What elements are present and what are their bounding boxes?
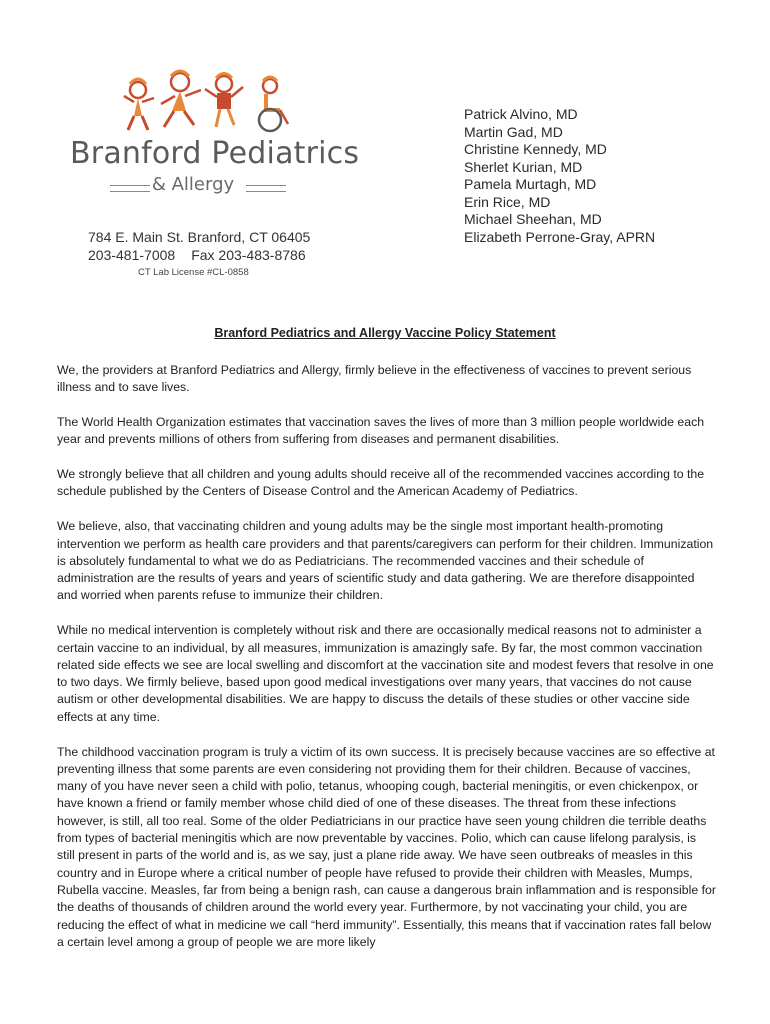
brand-divider-right bbox=[246, 185, 286, 192]
provider-name: Christine Kennedy, MD bbox=[464, 141, 607, 157]
paragraph: The childhood vaccination program is truly a victim of its own success. It is precisely because vaccines are so effective at preventing illness that some parents are even considering not providing them for their children. Because of vaccines, many of you have never seen a child with polio, tetanus, whooping cough, bacterial meningitis, or even chickenpox, or have known a friend or family member whose child died of one of these diseases. The threat from these infections however, is still, all too real. Some of the older Pediatricians in our practice have seen young children die terrible deaths from types of bacterial meningitis which are now preventable by vaccines. Polio, which can cause lifelong paralysis, is still present in parts of the world and is, as we say, just a plane ride away. We have seen outbreaks of measles in this country and in Europe where a critical number of people have refused to provide their children with Measles, Mumps, Rubella vaccine. Measles, far from being a benign rash, can cause a dangerous brain inflammation and is responsible for the deaths of thousands of children around the world every year. Furthermore, by not vaccinating your child, you are reducing the effect of what in medicine we call “herd immunity”. Essentially, this means that if vaccination rates fall below a certain level among a group of people we are more likely bbox=[57, 744, 716, 949]
branford-pediatrics-logo bbox=[62, 68, 360, 198]
phone-line bbox=[88, 246, 322, 264]
document-title: Branford Pediatrics and Allergy Vaccine Policy Statement bbox=[214, 326, 556, 340]
paragraph: While no medical intervention is completely without risk and there are occasionally medical reasons not to administer a certain vaccine to an individual, by all measures, immunization is amazingly safe. By far, the most common vaccination related side effects we see are local swelling and discomfort at the vaccination site and modest fevers that resolve in one to two days. We firmly believe, based upon good medical investigations over many years, that vaccines do not cause autism or other developmental disabilities. We are happy to discuss the details of these studies or other vaccine side effects at any time. bbox=[57, 623, 714, 724]
practice-address-block bbox=[88, 228, 322, 282]
paragraph: We believe, also, that vaccinating children and young adults may be the single most important health-promoting intervention we perform as health care providers and that parents/caregivers can perform for their children. Immunization is absolutely fundamental to what we do as Pediatricians. The recommended vaccines and their schedule of administration are the results of years and years of scientific study and data gathering. We are therefore disappointed and worried when parents refuse to immunize their children. bbox=[57, 519, 714, 603]
lab-license: CT Lab License #CL-0858 bbox=[138, 267, 249, 278]
provider-name: Michael Sheehan, MD bbox=[464, 211, 602, 227]
paragraph: We strongly believe that all children and young adults should receive all of the recommended vaccines according to the schedule published by the Centers of Disease Control and the American Academy of Pediatrics. bbox=[57, 467, 705, 499]
street-address: 784 E. Main St. Branford, CT 06405 bbox=[88, 229, 311, 245]
phone-number: 203-481-7008 bbox=[88, 247, 176, 263]
paragraph: We, the providers at Branford Pediatrics and Allergy, firmly believe in the effectiveness of vaccines to prevent serious illness and to save lives. bbox=[57, 363, 692, 395]
provider-name: Elizabeth Perrone-Gray, APRN bbox=[464, 228, 656, 245]
provider-name: Pamela Murtagh, MD bbox=[464, 176, 597, 192]
brand-subtitle: & Allergy bbox=[151, 174, 235, 195]
provider-name: Erin Rice, MD bbox=[464, 193, 551, 210]
provider-name: Martin Gad, MD bbox=[464, 123, 563, 140]
children-figures-icon bbox=[120, 68, 300, 136]
provider-name: Patrick Alvino, MD bbox=[464, 106, 578, 122]
paragraph: The World Health Organization estimates that vaccination saves the lives of more than 3 million people worldwide each year and prevents millions of others from suffering from diseases and permanent disabilities. bbox=[57, 415, 705, 447]
provider-list bbox=[464, 106, 655, 246]
document-body bbox=[57, 362, 717, 969]
fax-number: Fax 203-483-8786 bbox=[191, 247, 306, 263]
brand-name: Branford Pediatrics bbox=[70, 136, 360, 171]
provider-name: Sherlet Kurian, MD bbox=[464, 158, 583, 175]
